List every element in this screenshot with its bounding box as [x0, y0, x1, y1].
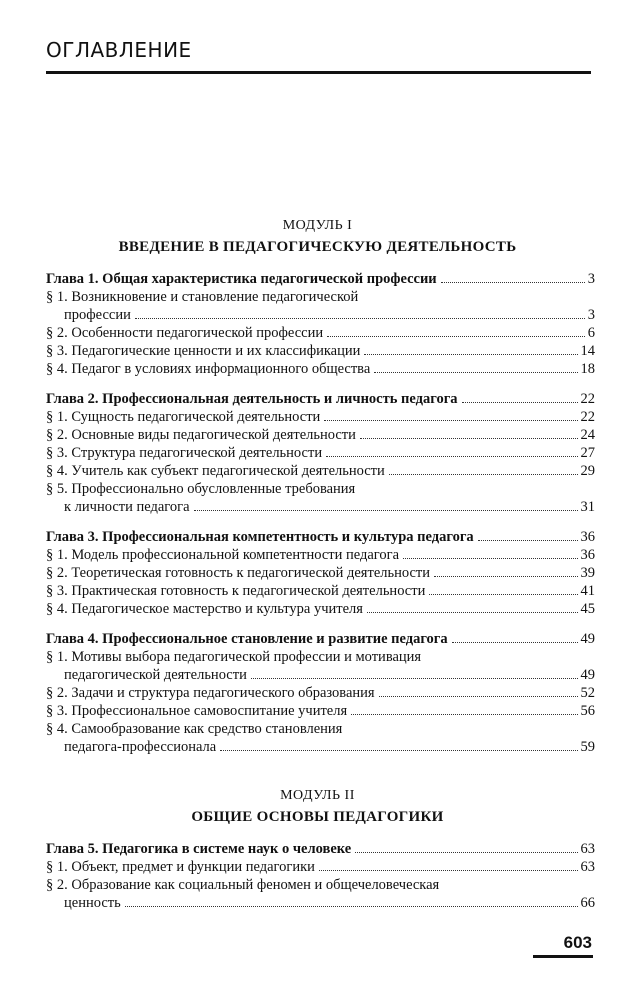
toc-chapter-entry[interactable]: [46, 528, 595, 546]
dot-leader: [367, 612, 578, 613]
toc-entry-title: Глава 4. Профессиональное становление и развитие педагога: [46, 631, 448, 647]
toc-page-number: 27: [580, 445, 595, 461]
dot-leader: [441, 282, 585, 283]
dot-leader: [135, 318, 585, 319]
dot-leader: [429, 594, 577, 595]
toc-page-number: 18: [580, 361, 595, 377]
toc-entry-title: § 3. Педагогические ценности и их классификации: [46, 343, 361, 359]
toc-entry-title: § 1. Сущность педагогической деятельности: [46, 409, 321, 425]
toc-page-number: 24: [580, 427, 595, 443]
page-number-rule: [533, 955, 593, 958]
dot-leader: [194, 510, 578, 511]
toc-entry-title: § 2. Основные виды педагогической деятельности: [46, 427, 356, 443]
page-header-title: ОГЛАВЛЕНИЕ: [46, 38, 192, 62]
toc-page-number: 49: [580, 667, 595, 683]
toc-entry-title: § 3. Структура педагогической деятельности: [46, 445, 323, 461]
toc-entry-title: § 4. Педагог в условиях информационного общества: [46, 361, 371, 377]
toc-section-entry[interactable]: [46, 480, 595, 516]
toc-entry-title: § 3. Профессиональное самовоспитание учителя: [46, 703, 348, 719]
toc-entry-title: § 1. Объект, предмет и функции педагогики: [46, 859, 315, 875]
toc-page-number: 52: [580, 685, 595, 701]
toc-page-number: 29: [580, 463, 595, 479]
toc-section-entry[interactable]: [46, 426, 595, 444]
toc-page-number: 36: [580, 547, 595, 563]
header-rule: [46, 71, 591, 74]
toc-page-number: 41: [580, 583, 595, 599]
dot-leader: [478, 540, 578, 541]
toc-section-entry[interactable]: [46, 582, 595, 600]
toc-section-entry[interactable]: [46, 444, 595, 462]
toc-entry-title-line2: педагога-профессионала: [64, 739, 217, 755]
toc-entry-title: § 2. Задачи и структура педагогического образования: [46, 685, 375, 701]
toc-page-number: 56: [580, 703, 595, 719]
toc-section-entry[interactable]: [46, 564, 595, 582]
toc-section-entry[interactable]: [46, 876, 595, 912]
dot-leader: [462, 402, 578, 403]
dot-leader: [374, 372, 577, 373]
dot-leader: [379, 696, 578, 697]
module-2-title: ОБЩИЕ ОСНОВЫ ПЕДАГОГИКИ: [191, 809, 444, 825]
toc-page-number: 3: [587, 307, 595, 323]
toc-chapter-entry[interactable]: [46, 840, 595, 858]
toc-chapter-entry[interactable]: [46, 270, 595, 288]
toc-module-2: [46, 840, 595, 912]
toc-section-entry[interactable]: [46, 408, 595, 426]
toc-entry-title: § 4. Педагогическое мастерство и культура учителя: [46, 601, 363, 617]
page-number: 603: [563, 933, 592, 952]
toc-module-1: [46, 270, 595, 756]
toc-section-entry[interactable]: [46, 858, 595, 876]
toc-page-number: 22: [580, 409, 595, 425]
toc-entry-title: Глава 1. Общая характеристика педагогической профессии: [46, 271, 437, 287]
toc-entry-title: Глава 3. Профессиональная компетентность и культура педагога: [46, 529, 474, 545]
toc-section-entry[interactable]: [46, 720, 595, 756]
toc-page-number: 59: [580, 739, 595, 755]
dot-leader: [324, 420, 577, 421]
module-1-label: МОДУЛЬ I: [282, 218, 353, 233]
toc-chapter-entry[interactable]: [46, 390, 595, 408]
toc-page-number: 6: [587, 325, 595, 341]
toc-entry-title: § 3. Практическая готовность к педагогической деятельности: [46, 583, 426, 599]
toc-entry-title-line1: § 2. Образование как социальный феномен и общечеловеческая: [46, 877, 440, 893]
toc-entry-title-line1: § 4. Самообразование как средство становления: [46, 721, 343, 737]
dot-leader: [403, 558, 577, 559]
toc-section-entry[interactable]: [46, 342, 595, 360]
toc-page-number: 63: [580, 859, 595, 875]
toc-page-number: 22: [580, 391, 595, 407]
toc-entry-title-line2: к личности педагога: [64, 499, 190, 515]
toc-entry-title-line2: педагогической деятельности: [64, 667, 247, 683]
toc-page-number: 49: [580, 631, 595, 647]
dot-leader: [319, 870, 578, 871]
toc-page-number: 63: [580, 841, 595, 857]
toc-page-number: 45: [580, 601, 595, 617]
module-1-title: ВВЕДЕНИЕ В ПЕДАГОГИЧЕСКУЮ ДЕЯТЕЛЬНОСТЬ: [118, 239, 517, 255]
toc-section-entry[interactable]: [46, 546, 595, 564]
toc-entry-title: § 1. Модель профессиональной компетентности педагога: [46, 547, 400, 563]
toc-section-entry[interactable]: [46, 600, 595, 618]
toc-entry-title: Глава 2. Профессиональная деятельность и личность педагога: [46, 391, 458, 407]
toc-section-entry[interactable]: [46, 702, 595, 720]
toc-section-entry[interactable]: [46, 324, 595, 342]
toc-section-entry[interactable]: [46, 648, 595, 684]
toc-entry-title: § 4. Учитель как субъект педагогической деятельности: [46, 463, 385, 479]
dot-leader: [327, 336, 585, 337]
module-2-label: МОДУЛЬ II: [280, 788, 355, 803]
toc-section-entry[interactable]: [46, 360, 595, 378]
dot-leader: [364, 354, 577, 355]
toc-chapter-entry[interactable]: [46, 630, 595, 648]
toc-entry-title: § 2. Особенности педагогической профессии: [46, 325, 324, 341]
dot-leader: [351, 714, 577, 715]
toc-page-number: 14: [580, 343, 595, 359]
dot-leader: [220, 750, 577, 751]
toc-entry-title: § 2. Теоретическая готовность к педагогической деятельности: [46, 565, 431, 581]
toc-page-number: 31: [580, 499, 595, 515]
toc-section-entry[interactable]: [46, 684, 595, 702]
dot-leader: [326, 456, 577, 457]
dot-leader: [434, 576, 577, 577]
toc-entry-title-line1: § 1. Мотивы выбора педагогической профессии и мотивация: [46, 649, 422, 665]
dot-leader: [360, 438, 578, 439]
toc-entry-title: Глава 5. Педагогика в системе наук о человеке: [46, 841, 352, 857]
toc-entry-title-line1: § 5. Профессионально обусловленные требования: [46, 481, 356, 497]
toc-entry-title-line1: § 1. Возникновение и становление педагогической: [46, 289, 359, 305]
dot-leader: [355, 852, 577, 853]
dot-leader: [251, 678, 578, 679]
toc-section-entry[interactable]: [46, 462, 595, 480]
toc-page-number: 36: [580, 529, 595, 545]
dot-leader: [125, 906, 578, 907]
dot-leader: [389, 474, 578, 475]
toc-page-number: 3: [587, 271, 595, 287]
toc-entry-title-line2: профессии: [64, 307, 131, 323]
toc-section-entry[interactable]: [46, 288, 595, 324]
dot-leader: [452, 642, 578, 643]
toc-page-number: 39: [580, 565, 595, 581]
toc-page-number: 66: [580, 895, 595, 911]
toc-entry-title-line2: ценность: [64, 895, 121, 911]
